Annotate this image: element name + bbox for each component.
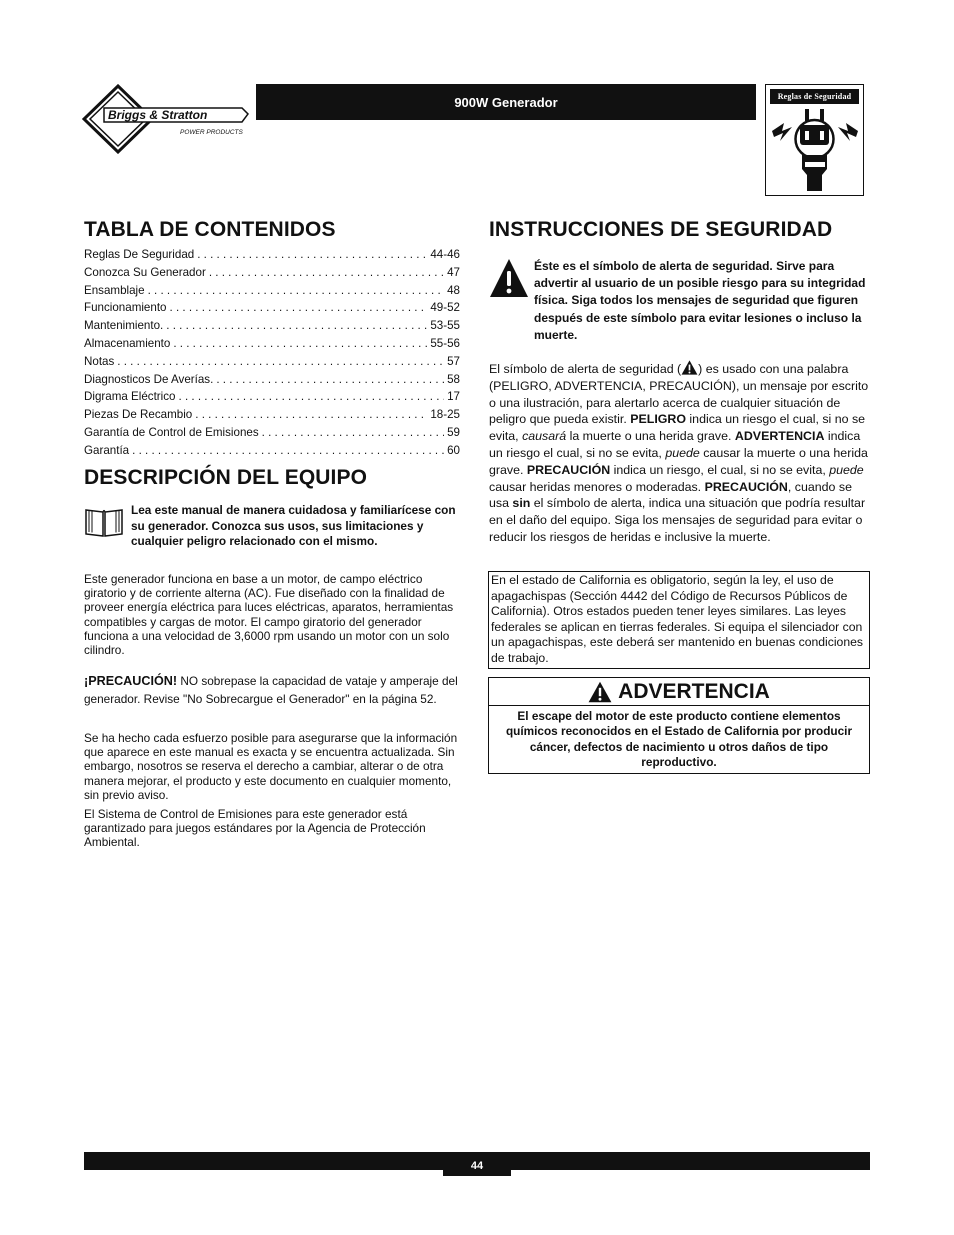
safety-rules-badge (765, 84, 864, 196)
header-title-bar (256, 84, 756, 120)
california-spark-arrester-notice (488, 571, 870, 669)
description-paragraph-1: Este generador funciona en base a un motor, de campo eléctrico giratorio y de corriente alterna (AC). Fue diseñado con la finalidad de proveer energía eléctrica para luces eléctricas, aparatos, herramientas compatibles y cargas de motor. El campo giratorio del generador funciona a una velocidad de 3,6000 rpm usando un motor con un solo cilindro. (84, 572, 454, 658)
toc-item[interactable]: Notas . . . 57 (84, 355, 460, 373)
warning-box (488, 677, 870, 774)
brand-name: Briggs & Stratton (108, 108, 208, 122)
warning-triangle-icon (588, 681, 612, 703)
toc-item[interactable]: Diagnosticos De Averías. . . . 58 (84, 373, 460, 391)
description-heading: DESCRIPCIÓN DEL EQUIPO (84, 466, 368, 489)
toc-item[interactable]: Reglas De Seguridad . . . 44-46 (84, 248, 460, 266)
header-title: 900W Generador (454, 94, 558, 110)
description-paragraph-3: El Sistema de Control de Emisiones para este generador está garantizado para juegos estándares por la Agencia de Protección Ambiental. (84, 807, 426, 850)
caution-paragraph (84, 673, 462, 708)
warning-title: ADVERTENCIA (618, 679, 770, 703)
electric-plug-icon (770, 109, 860, 191)
alert-symbol-text: Éste es el símbolo de alerta de seguridad. Sirve para advertir al usuario de un posible riesgo para su integridad física. Siga todos los mensajes de seguridad que figuren después de este símbolo para evitar lesiones o incluso la muerte. (534, 259, 866, 342)
toc-item[interactable]: Digrama Eléctrico . . . 17 (84, 390, 460, 408)
safety-alert-icon (489, 258, 529, 298)
toc-item[interactable]: Ensamblaje . . . 48 (84, 284, 460, 302)
toc-item[interactable]: Garantía . . . 60 (84, 444, 460, 462)
safety-heading: INSTRUCCIONES DE SEGURIDAD (489, 218, 833, 241)
toc-item[interactable]: Garantía de Control de Emisiones . . . 59 (84, 426, 460, 444)
warning-text: El escape del motor de este producto contiene elementos químicos reconocidos en el Estado de California por producir cáncer, defectos de nacimiento u otros daños de tipo reproductivo. (505, 709, 853, 770)
caution-text: NO sobrepase la capacidad de vataje y amperaje del generador. Revise "No Sobrecargue el Generador" en la página 52. (84, 674, 458, 706)
signal-words-paragraph: El símbolo de alerta de seguridad ( ) es usado con una palabra (PELIGRO, ADVERTENCIA, PRECAUCIÓN), un mensaje por escrito o una ilustración, para alertarlo acerca de cualquier situación de peligro que pueda existir. PELIGRO indica un riesgo el cual, si no se evita, causará la muerte o una herida grave. ADVERTENCIA indica un riesgo el cual, si no se evita, puede causar la muerte o una herida grave. PRECAUCIÓN indica un riesgo, el cual, si no se evita, puede causar heridas menores o moderadas. PRECAUCIÓN, cuando se usa sin el símbolo de alerta, indica una situación que podría resultar en el daño del equipo. Siga los mensajes de seguridad para evitar o reducir los riesgos de heridas e inclusive la muerte. (489, 362, 869, 544)
warning-header (489, 678, 869, 706)
brand-subtitle: POWER PRODUCTS (180, 129, 243, 136)
toc-item[interactable]: Conozca Su Generador . . . 47 (84, 266, 460, 284)
table-of-contents (84, 248, 460, 462)
toc-item[interactable]: Almacenamiento . . . 55-56 (84, 337, 460, 355)
briggs-stratton-logo (82, 84, 254, 154)
safety-box-title: Reglas de Seguridad (770, 89, 859, 104)
manual-notice: Lea este manual de manera cuidadosa y familiarícese con su generador. Conozca sus usos, sus limitaciones y cualquier peligro relacionado con el mismo. (131, 503, 456, 549)
toc-item[interactable]: Funcionamiento . . . 49-52 (84, 301, 460, 319)
toc-item[interactable]: Mantenimiento. . . . 53-55 (84, 319, 460, 337)
california-notice-text: En el estado de California es obligatorio, según la ley, el uso de apagachispas (Sección 4442 del Código de Recursos Públicos de California). Otros estados pueden tener leyes similares. Las leyes federales se aplican en tierras federales. Si equipa el silenciador con un apagachispas, este deberá ser mantenido en buenas condiciones de trabajo. (491, 573, 863, 665)
manual-book-icon (84, 506, 124, 538)
description-paragraph-2: Se ha hecho cada esfuerzo posible para asegurarse que la información que aparece en este manual es exacta y se encuentra actualizada. Sin embargo, nosotros se reserva el derecho a cambiar, alterar o de otra manera mejorar, el producto y este documento en cualquier momento, sin previo aviso. (84, 731, 458, 802)
caution-label: ¡PRECAUCIÓN! (84, 674, 178, 688)
toc-heading: TABLA DE CONTENIDOS (84, 218, 336, 241)
toc-item[interactable]: Piezas De Recambio . . . 18-25 (84, 408, 460, 426)
inline-alert-icon (681, 360, 698, 375)
page-number: 44 (443, 1152, 511, 1176)
